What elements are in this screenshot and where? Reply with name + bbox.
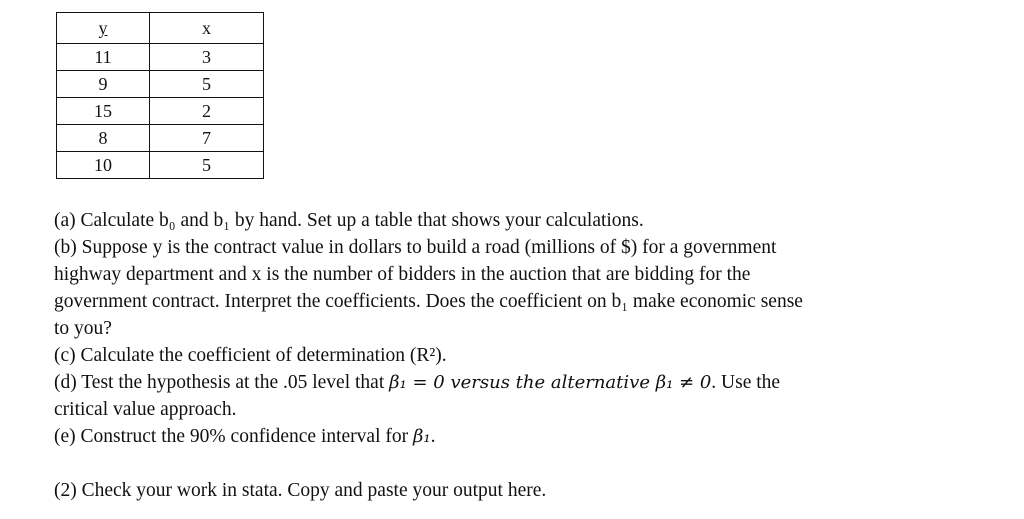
question-b-line4: to you? — [54, 318, 112, 339]
header-y — [57, 13, 150, 44]
question-e-prefix: (e) Construct the 90% confidence interval for — [54, 426, 413, 447]
questions-block — [54, 207, 984, 504]
header-x — [150, 13, 264, 44]
header-y-label: y — [98, 18, 108, 38]
cell-x: 3 — [150, 44, 264, 71]
table-header-row — [57, 13, 264, 44]
cell-y: 15 — [57, 98, 150, 125]
question-d-suffix: . Use the — [711, 372, 781, 393]
question-b-line3: government contract. Interpret the coefficients. Does the coefficient on b₁ make economic sense — [54, 291, 803, 312]
question-e-suffix: . — [430, 426, 436, 447]
table-row — [57, 98, 264, 125]
cell-x: 7 — [150, 125, 264, 152]
cell-y: 10 — [57, 152, 150, 179]
data-table — [56, 12, 264, 179]
question-d-line1 — [54, 369, 984, 396]
question-e-math: β₁ — [413, 426, 431, 447]
question-check: (2) Check your work in stata. Copy and paste your output here. — [54, 480, 547, 501]
cell-y: 11 — [57, 44, 150, 71]
table-row — [57, 125, 264, 152]
table-row — [57, 44, 264, 71]
cell-x: 5 — [150, 71, 264, 98]
question-b-line1: (b) Suppose y is the contract value in dollars to build a road (millions of $) for a government — [54, 237, 777, 258]
cell-y: 8 — [57, 125, 150, 152]
question-d-line2: critical value approach. — [54, 399, 237, 420]
cell-y: 9 — [57, 71, 150, 98]
spacer — [54, 450, 984, 477]
table-row — [57, 152, 264, 179]
question-a: (a) Calculate b₀ and b₁ by hand. Set up a table that shows your calculations. — [54, 210, 644, 231]
cell-x: 5 — [150, 152, 264, 179]
question-e — [54, 423, 984, 450]
cell-x: 2 — [150, 98, 264, 125]
question-c: (c) Calculate the coefficient of determination (R²). — [54, 345, 447, 366]
table-row — [57, 71, 264, 98]
question-d-prefix: (d) Test the hypothesis at the .05 level that — [54, 372, 390, 393]
question-d-math: β₁ = 0 versus the alternative β₁ ≠ 0 — [389, 372, 712, 393]
question-b-line2: highway department and x is the number of bidders in the auction that are bidding for the — [54, 264, 751, 285]
header-x-label: x — [202, 18, 211, 38]
